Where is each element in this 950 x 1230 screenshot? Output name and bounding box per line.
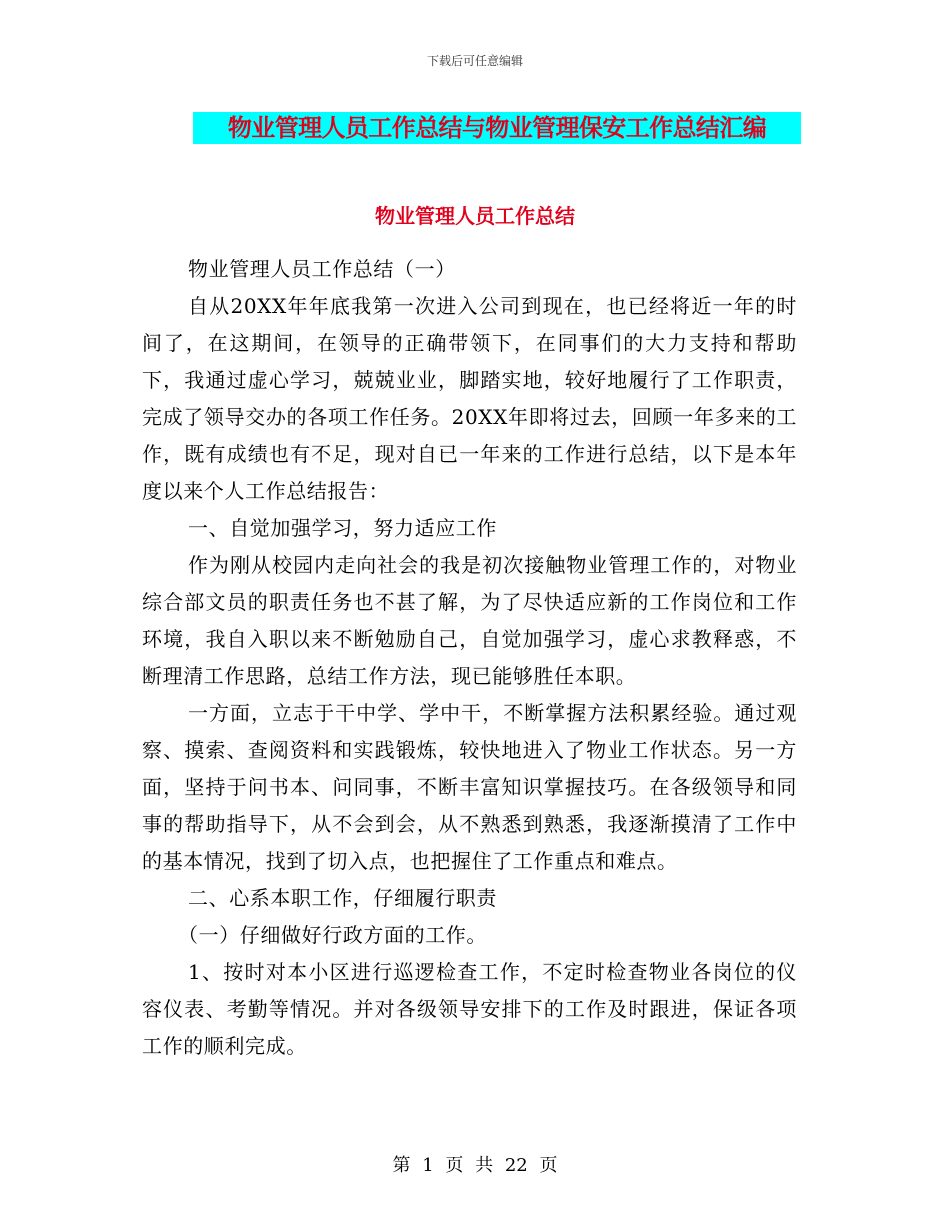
section-title: 物业管理人员工作总结 [375, 204, 575, 228]
paragraph: 1、按时对本小区进行巡逻检查工作，不定时检查物业各岗位的仪容仪表、考勤等情况。并对各级领导安排下的工作及时跟进，保证各项工作的顺利完成。 [142, 960, 797, 1058]
paragraph-heading: 二、心系本职工作，仔细履行职责 [188, 886, 497, 910]
main-title: 物业管理人员工作总结与物业管理保安工作总结汇编 [227, 114, 767, 142]
paragraph-heading: 物业管理人员工作总结（一） [188, 257, 456, 281]
paragraph: 自从20XX年年底我第一次进入公司到现在，也已经将近一年的时间了，在这期间，在领导的正确带领下，在同事们的大力支持和帮助下，我通过虚心学习，兢兢业业，脚踏实地，较好地履行了工作职责，完成了领导交办的各项工作任务。20XX年即将过去，回顾一年多来的工作，既有成绩也有不足，现对自已一年来的工作进行总结，以下是本年度以来个人工作总结报告： [142, 294, 797, 503]
paragraph-heading: 一、自觉加强学习，努力适应工作 [188, 516, 497, 540]
page-footer: 第 1 页 共 22 页 [392, 1155, 558, 1176]
paragraph: 作为刚从校园内走向社会的我是初次接触物业管理工作的，对物业综合部文员的职责任务也不甚了解，为了尽快适应新的工作岗位和工作环境，我自入职以来不断勉励自己，自觉加强学习，虚心求教释惑，不断理清工作思路，总结工作方法，现已能够胜任本职。 [142, 553, 797, 688]
paragraph: 一方面，立志于干中学、学中干，不断掌握方法积累经验。通过观察、摸索、查阅资料和实践锻炼，较快地进入了物业工作状态。另一方面，坚持于问书本、问同事，不断丰富知识掌握技巧。在各级领导和同事的帮助指导下，从不会到会，从不熟悉到熟悉，我逐渐摸清了工作中的基本情况，找到了切入点，也把握住了工作重点和难点。 [142, 701, 797, 873]
main-title-highlight [193, 112, 801, 144]
document-body [142, 251, 797, 1065]
paragraph-heading: （一）仔细做好行政方面的工作。 [178, 923, 487, 947]
header-note: 下载后可任意编辑 [426, 54, 523, 68]
